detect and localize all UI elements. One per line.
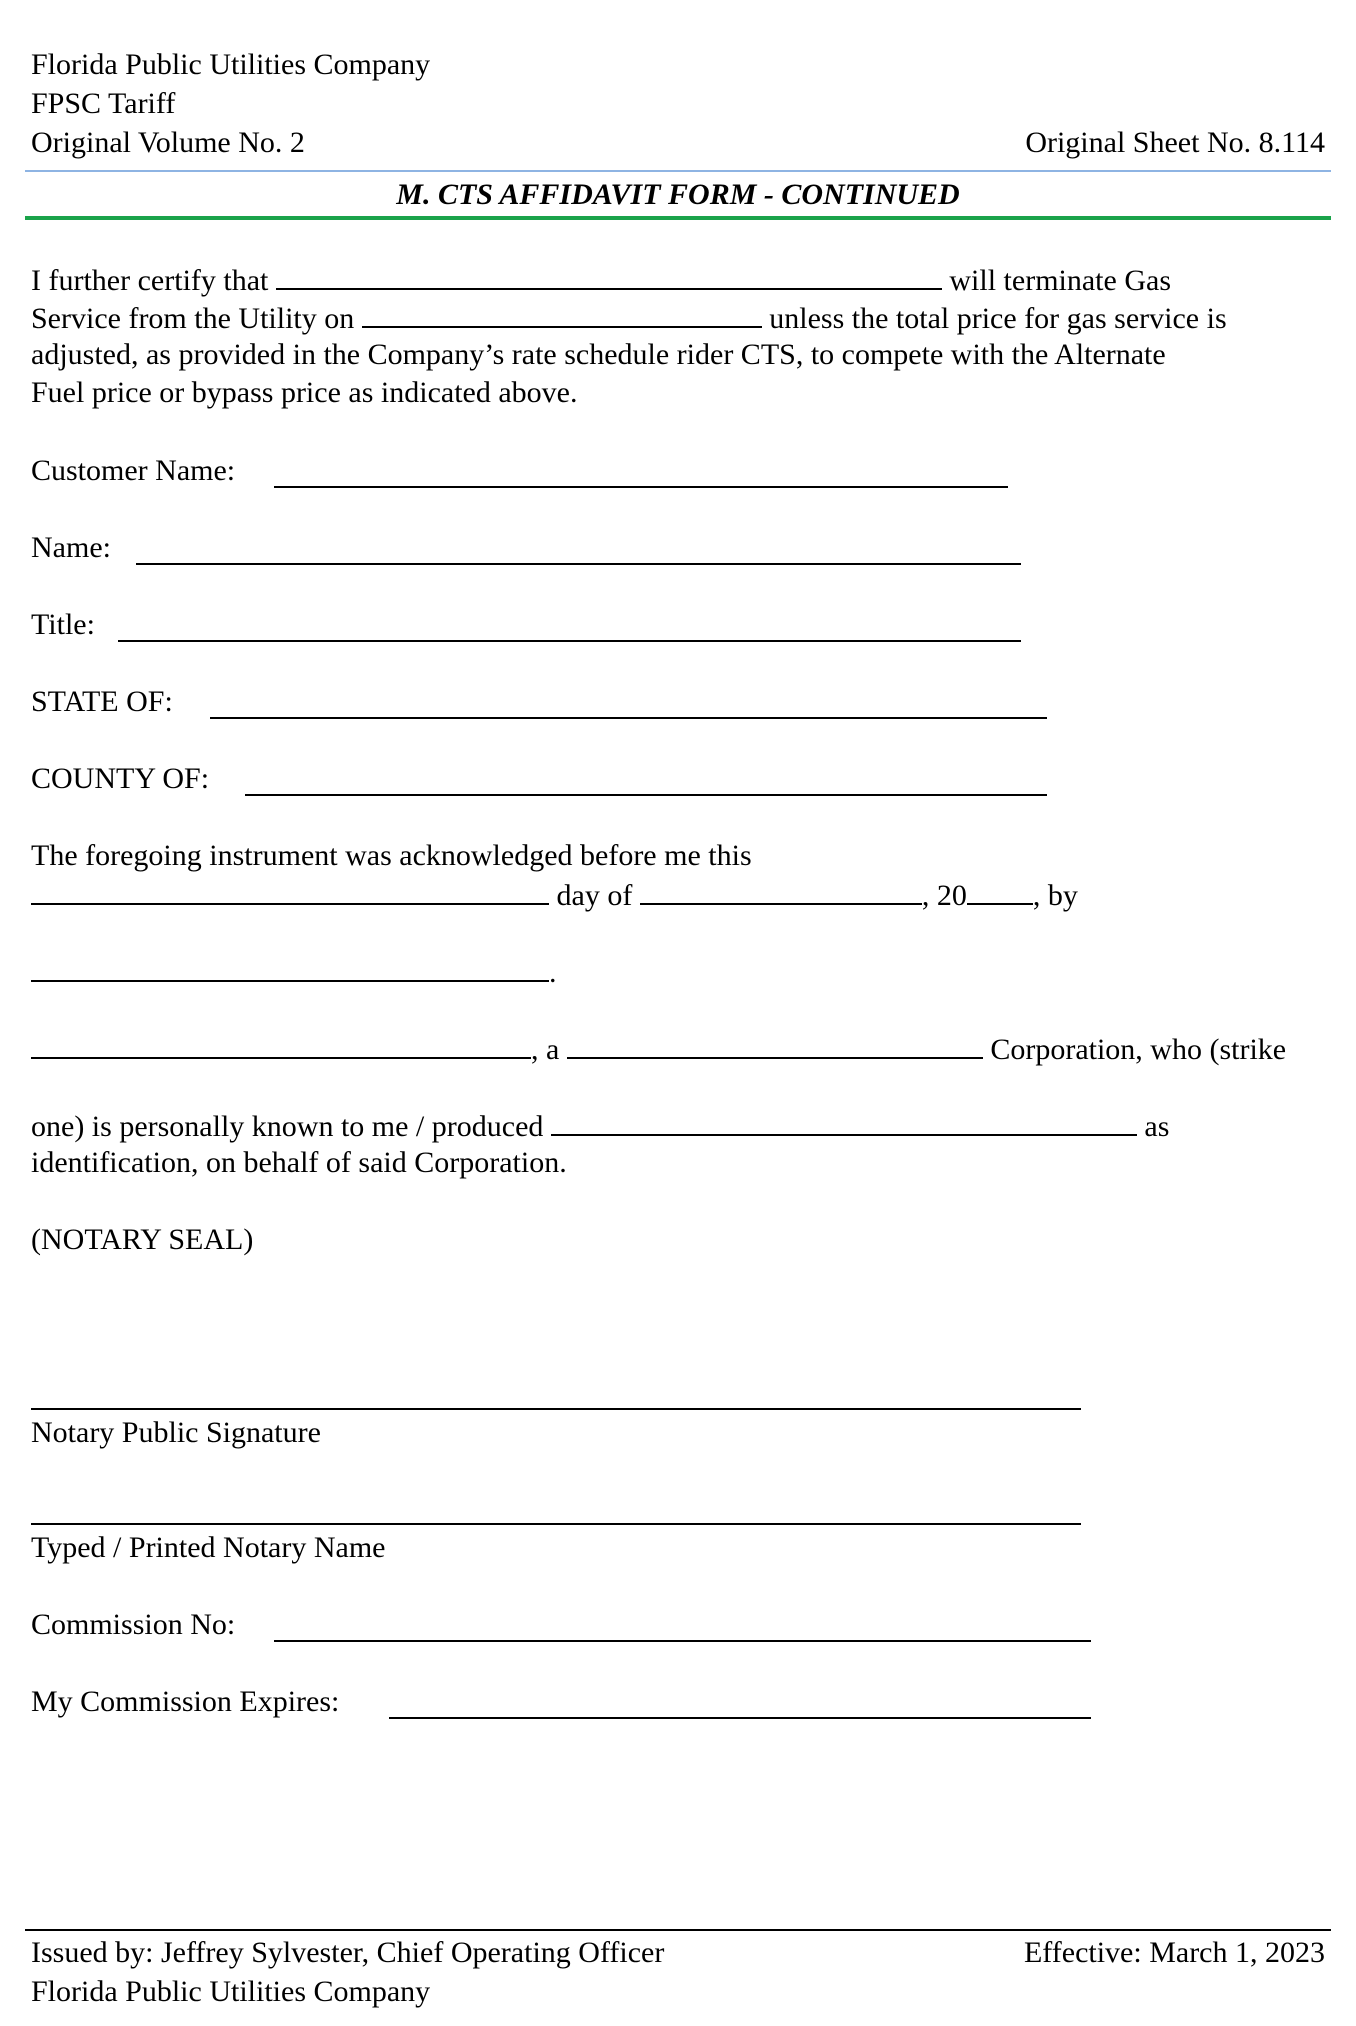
header-volume: Original Volume No. 2 [31,126,305,159]
header-company: Florida Public Utilities Company [31,48,431,81]
identification-blank[interactable] [551,1110,1137,1136]
header-tariff: FPSC Tariff [31,87,176,120]
corporation-text: Corporation, who (strike [990,1033,1287,1066]
header-sheet-number: Original Sheet No. 8.114 [1025,126,1325,159]
customer-name-line[interactable] [274,486,1008,488]
county-of-label: COUNTY OF: [31,762,210,795]
header-rule-blue [25,170,1331,172]
acknowledgement-line-5 [31,1110,1169,1142]
acknowledgement-line-1: The foregoing instrument was acknowledged before me this [31,839,752,872]
county-of-line[interactable] [245,794,1047,796]
notary-printed-name-line[interactable] [31,1523,1081,1525]
certify-text-2b: unless the total price for gas service is [769,302,1227,335]
acknowledgement-line-6: identification, on behalf of said Corporation. [31,1146,567,1179]
acknowledgement-line-4 [31,1033,1286,1065]
termination-date-blank[interactable] [362,302,762,328]
customer-name-label: Customer Name: [31,454,236,487]
name-label: Name: [31,531,111,564]
commission-expires-label: My Commission Expires: [31,1685,340,1718]
acknowledgement-line-3 [31,956,557,988]
commission-number-label: Commission No: [31,1608,236,1641]
section-title: M. CTS AFFIDAVIT FORM - CONTINUED [396,178,960,211]
commission-number-line[interactable] [274,1640,1091,1642]
company-blank[interactable] [276,264,942,290]
notary-signature-line[interactable] [31,1408,1081,1410]
footer-company: Florida Public Utilities Company [31,1975,431,2008]
footer-issued-by: Issued by: Jeffrey Sylvester, Chief Operating Officer [31,1936,665,1969]
notary-signature-label: Notary Public Signature [31,1416,321,1449]
commission-expires-line[interactable] [389,1717,1091,1719]
state-of-line[interactable] [210,717,1047,719]
day-blank[interactable] [31,879,549,905]
certify-line-4: Fuel price or bypass price as indicated above. [31,376,578,409]
certify-text-2a: Service from the Utility on [31,302,355,335]
footer-effective-date: Effective: March 1, 2023 [1023,1936,1325,1969]
signer-title-blank[interactable] [31,1033,531,1059]
title-label: Title: [31,608,95,641]
acknowledgement-line-2 [31,879,1078,911]
as-text: as [1144,1110,1170,1143]
month-blank[interactable] [640,879,922,905]
certify-text-1b: will terminate Gas [949,264,1171,297]
name-line[interactable] [136,563,1021,565]
corporation-state-blank[interactable] [567,1033,983,1059]
certify-line-2 [31,302,1227,334]
state-of-label: STATE OF: [31,685,173,718]
certify-line-3: adjusted, as provided in the Company’s rate schedule rider CTS, to compete with the Alternate [31,338,1166,371]
signer-name-blank[interactable] [31,956,549,982]
day-of-text: day of [556,879,633,912]
footer-rule [25,1929,1331,1931]
period-text: . [549,956,557,989]
notary-printed-name-label: Typed / Printed Notary Name [31,1531,386,1564]
by-text: , by [1032,879,1078,912]
year-prefix-text: , 20 [921,879,967,912]
header-rule-green [25,216,1331,220]
personally-known-text: one) is personally known to me / produced [31,1110,544,1143]
certify-line-1 [31,264,1171,296]
year-blank[interactable] [967,879,1033,905]
notary-seal-label: (NOTARY SEAL) [31,1223,254,1256]
a-text: , a [531,1033,560,1066]
certify-text-1a: I further certify that [31,264,269,297]
title-line[interactable] [118,640,1021,642]
